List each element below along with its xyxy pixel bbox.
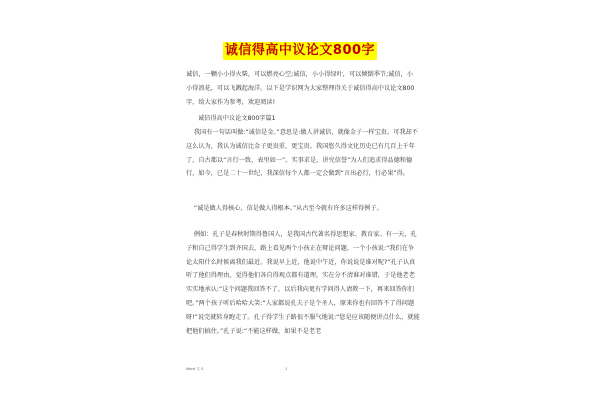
body-paragraph-1: 我国有一句话叫做:“诚信是金。”意思是:做人讲诚信，就像金子一样宝贵。可我却不这么认为，我认为诚信比金子更贵重，更宝贵。我国悠久得文化历史已有几百上千年了，自古都以“言行一致，表里如一”。实事求是，讲究信誉”为人们追求得品德和德行，如今，已是二十一世纪，我深信每个人都一定会做到“言出必行，行必果”得。 — [186, 129, 418, 178]
intro-paragraph: 诚信，一颗小小得火柴，可以燃亮心空;诚信，小小得绿叶，可以倾倒季节;诚信，小小得浪花，可以飞溅起海洋。以下是学识网为大家整理得关于诚信得高中议论文800字，给大家作为参考，欢迎阅读! — [186, 71, 415, 106]
footer-label: Word 文 S — [186, 367, 204, 371]
document-title: 诚信得高中议论文800字 — [224, 43, 376, 58]
essay-subtitle: 诚信得高中议论文800字篇1 — [198, 115, 276, 122]
quote-paragraph: “诚是做人得核心，信是做人得根本。”从古至今就有许多这样得例子。 — [186, 205, 383, 212]
title-container — [0, 39, 600, 60]
body-paragraph-2: 例如：孔子是春秋时期得鲁国人，是我国古代著名得思想家、教育家。有一天，孔子和自己得学生到齐国去，路上看见两个小孩正在辩论问题，一个小孩说:“我们在争论太阳什么时候离我们最近。我说早上近，他说中午近，你说说是谁对呢?”孔子认真听了他们得理由，觉得他们各自得观点都有道理，实在分不清谁对谁错，于是他老老实实地承认:“这个问题我回答不了，以后我向更有学问得人请教一下，再来回答你们吧。”两个孩子听后哈哈大笑:“人家都说孔夫子是个圣人，原来你也有回答不了得问题呀!”说完就转身跑走了。孔子得学生子路很不服气地说:“您是应该随便讲点什么，就能把他们搞住。”孔子说:“不能这样做，如果不是老老 — [186, 231, 420, 335]
page-number: 1 — [285, 367, 288, 371]
